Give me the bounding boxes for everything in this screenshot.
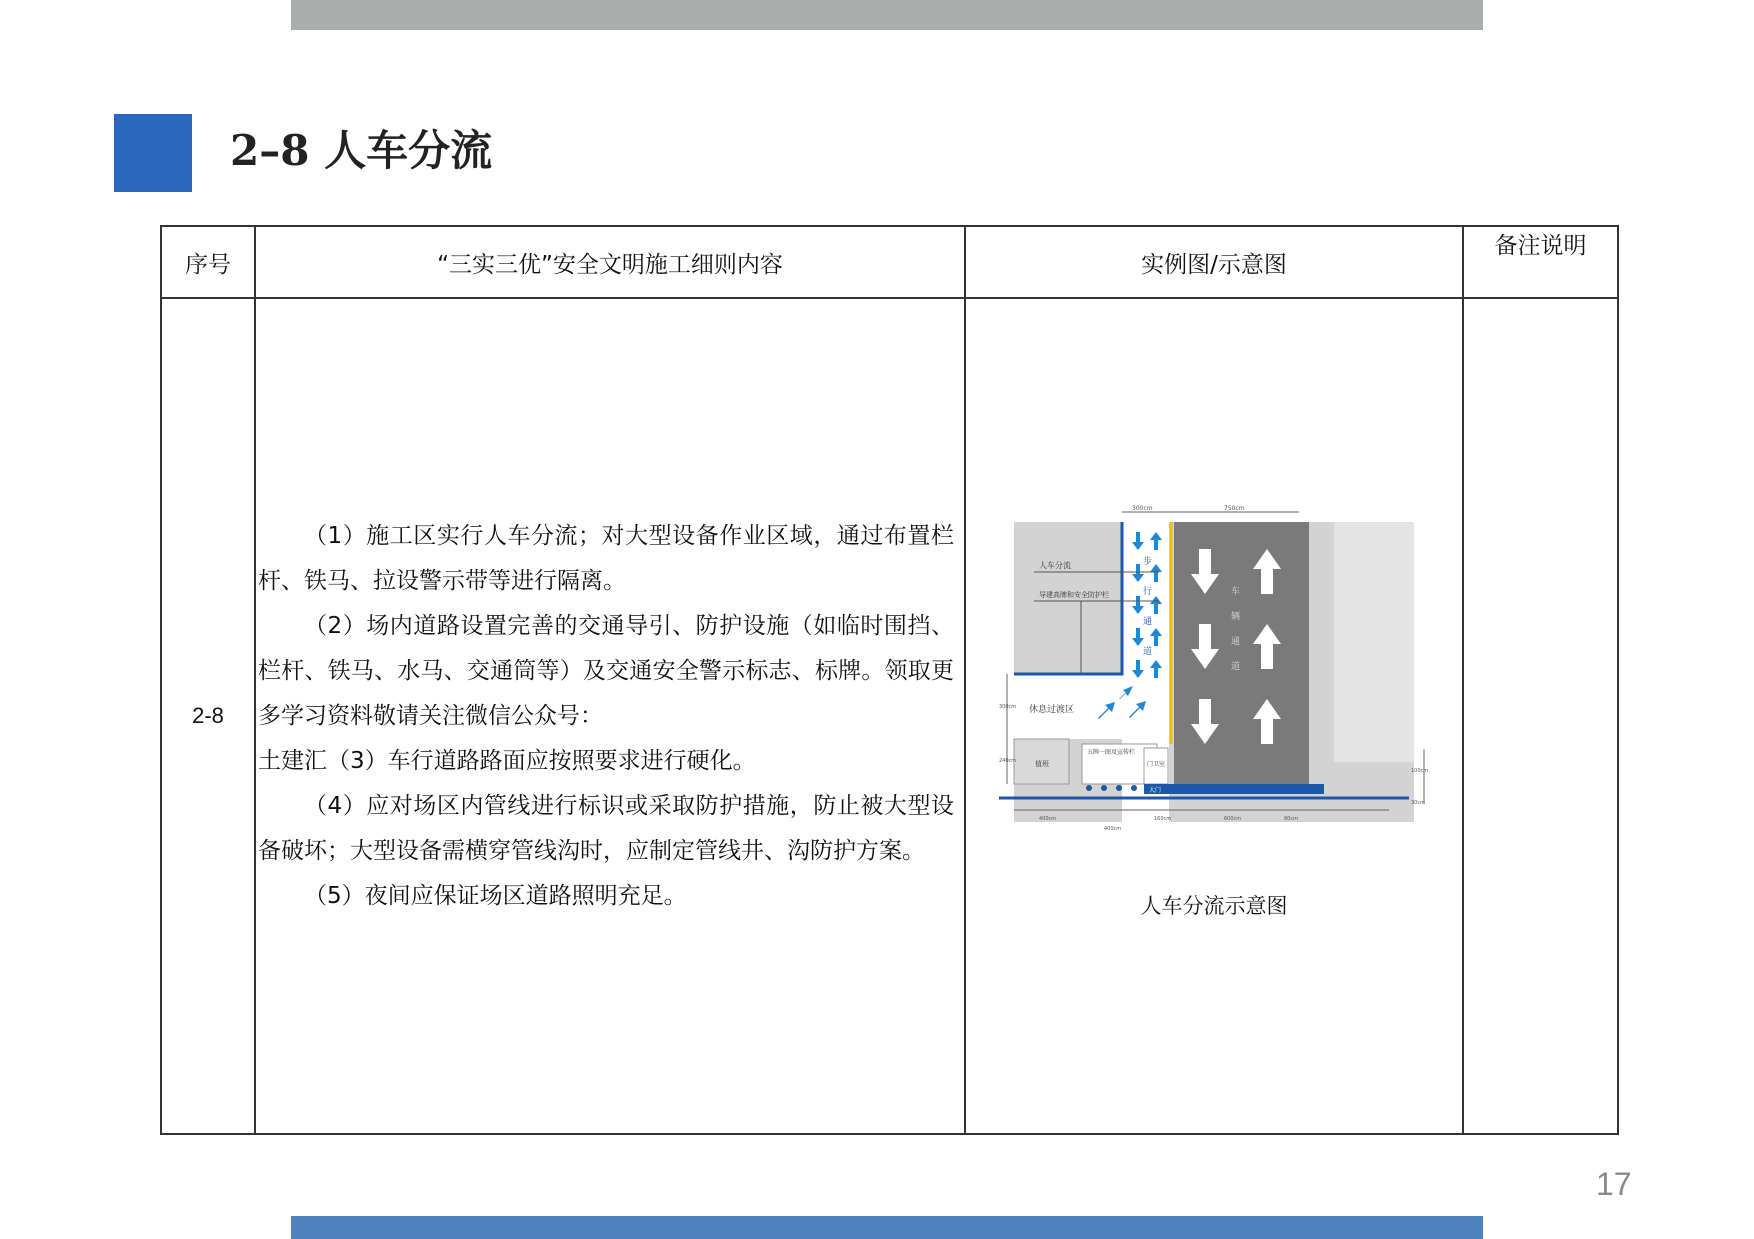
- svg-text:通: 通: [1231, 637, 1241, 647]
- content-paragraph-3: 土建汇（3）车行道路路面应按照要求进行硬化。: [258, 747, 756, 774]
- svg-text:大门: 大门: [1149, 787, 1162, 794]
- divider-label: 人车分流: [1039, 561, 1071, 570]
- header-note: 备注说明: [1463, 226, 1618, 298]
- vehicle-lane-label: 车: [1231, 587, 1241, 597]
- content-text: [256, 514, 964, 919]
- svg-text:100cm: 100cm: [1411, 768, 1429, 774]
- svg-text:400cm: 400cm: [1039, 816, 1057, 822]
- svg-text:600cm: 600cm: [1224, 816, 1242, 822]
- svg-text:750cm: 750cm: [1224, 505, 1245, 512]
- svg-text:行: 行: [1143, 587, 1153, 597]
- svg-text:辆: 辆: [1231, 612, 1241, 622]
- bottom-decorative-bar: [291, 1216, 1483, 1239]
- image-caption: 人车分流示意图: [1140, 894, 1288, 918]
- site-plan-svg: [999, 504, 1429, 864]
- svg-text:240cm: 240cm: [999, 758, 1017, 764]
- content-cell: [255, 298, 965, 1134]
- header-content: “三实三优”安全文明施工细则内容: [255, 226, 965, 298]
- rest-area-label: 休息过渡区: [1029, 705, 1075, 715]
- content-paragraph-1: （1）施工区实行人车分流；对大型设备作业区域，通过布置栏杆、铁马、拉设警示带等进行隔离。: [258, 522, 954, 594]
- guardrail-label: 导建高牌和安全防护栏: [1039, 591, 1109, 599]
- svg-text:300cm: 300cm: [999, 704, 1017, 710]
- page-number: 17: [1596, 1166, 1632, 1202]
- pedestrian-lane-label: 步: [1143, 557, 1153, 567]
- svg-text:300cm: 300cm: [1132, 505, 1153, 512]
- separation-diagram: [999, 504, 1429, 920]
- row-number: 2-8: [161, 298, 255, 1134]
- right-ground: [1334, 522, 1414, 762]
- gate-bar: [1144, 784, 1324, 794]
- svg-text:400cm: 400cm: [1104, 826, 1122, 832]
- page-title: 2–8 人车分流: [230, 126, 493, 175]
- svg-text:160cm: 160cm: [1154, 816, 1172, 822]
- content-table: [160, 225, 1619, 1135]
- table-header-row: [161, 226, 1618, 298]
- svg-text:80cm: 80cm: [1284, 816, 1298, 822]
- svg-text:五牌一图及宣传栏: 五牌一图及宣传栏: [1087, 749, 1136, 756]
- svg-text:通: 通: [1143, 617, 1153, 627]
- header-image: 实例图/示意图: [965, 226, 1463, 298]
- svg-text:道: 道: [1143, 647, 1153, 657]
- title-accent-square: [114, 114, 192, 192]
- content-paragraph-2: （2）场内道路设置完善的交通导引、防护设施（如临时围挡、栏杆、铁马、水马、交通筒等）及交通安全警示标志、标牌。领取更多学习资料敬请关注微信公众号：: [258, 612, 954, 729]
- svg-text:值班: 值班: [1035, 760, 1049, 768]
- image-cell: [965, 298, 1463, 1134]
- svg-text:门卫室: 门卫室: [1147, 761, 1166, 768]
- header-no: 序号: [161, 226, 255, 298]
- content-paragraph-4: （4）应对场区内管线进行标识或采取防护措施，防止被大型设备破坏；大型设备需横穿管线沟时，应制定管线井、沟防护方案。: [258, 792, 954, 864]
- table-row: [161, 298, 1618, 1134]
- content-paragraph-5: （5）夜间应保证场区道路照明充足。: [304, 882, 687, 909]
- svg-text:道: 道: [1231, 662, 1241, 672]
- top-decorative-bar: [291, 0, 1483, 30]
- note-cell: [1463, 298, 1618, 1134]
- svg-text:30cm: 30cm: [1411, 800, 1425, 806]
